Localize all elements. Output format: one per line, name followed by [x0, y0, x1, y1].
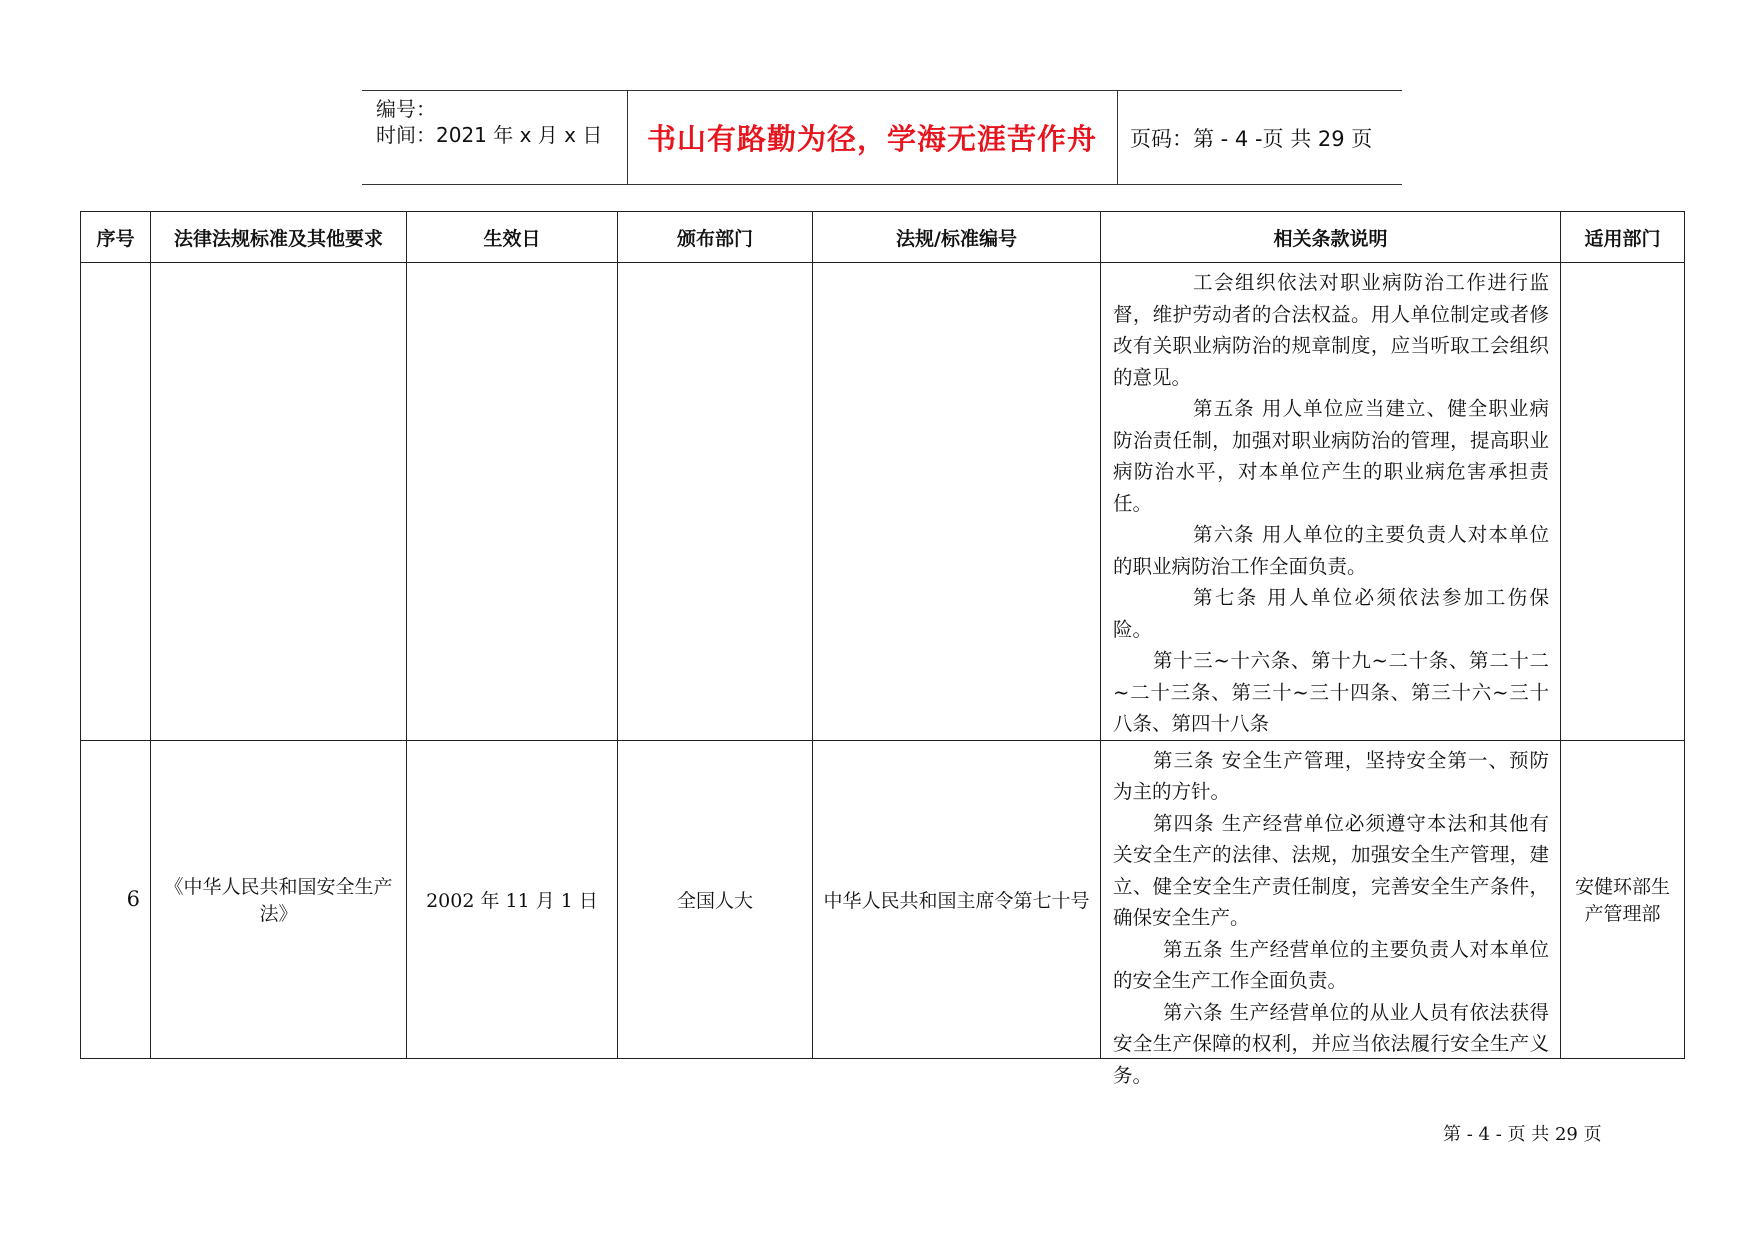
row-clauses — [1101, 740, 1561, 1087]
col-header-dept: 适用部门 — [1561, 212, 1685, 263]
table-header-row — [81, 212, 1685, 263]
number-label: 编号： — [376, 97, 436, 121]
col-header-seq: 序号 — [81, 212, 151, 263]
row-seq — [81, 263, 151, 741]
row-name — [151, 263, 407, 741]
row-code: 中华人民共和国主席令第七十号 — [813, 740, 1101, 1058]
col-header-effective: 生效日 — [407, 212, 618, 263]
clause-paragraph: 第十三~十六条、第十九~二十条、第二十二~二十三条、第三十~三十四条、第三十六~三十八条、第四十八条 — [1113, 649, 1549, 735]
clauses-clip — [1113, 745, 1549, 1087]
row-effective — [407, 263, 618, 741]
header-page-cell — [1118, 91, 1402, 184]
header-motto-cell — [627, 91, 1118, 184]
regulations-table — [80, 211, 1685, 1087]
row-clauses — [1101, 263, 1561, 741]
clause-paragraph: 第六条 生产经营单位的从业人员有依法获得安全生产保障的权利，并应当依法履行安全生产义务。 — [1113, 1000, 1549, 1087]
row-dept: 安健环部生产管理部 — [1561, 740, 1685, 1058]
table-row — [81, 263, 1685, 741]
header-meta — [362, 91, 628, 184]
motto: 书山有路勤为径，学海无涯苦作舟 — [646, 122, 1097, 156]
row-name: 《中华人民共和国安全生产法》 — [151, 740, 407, 1058]
row-effective: 2002 年 11 月 1 日 — [407, 740, 618, 1058]
clause-paragraph: 第六条 用人单位的主要负责人对本单位的职业病防治工作全面负责。 — [1113, 523, 1549, 578]
col-header-clauses: 相关条款说明 — [1101, 212, 1561, 263]
col-header-name: 法律法规标准及其他要求 — [151, 212, 407, 263]
page-code: 页码：第 - 4 -页 共 29 页 — [1130, 126, 1373, 151]
row-issuer — [618, 263, 813, 741]
clause-paragraph: 工会组织依法对职业病防治工作进行监督，维护劳动者的合法权益。用人单位制定或者修改有关职业病防治的规章制度，应当听取工会组织的意见。 — [1113, 271, 1549, 389]
row-issuer: 全国人大 — [618, 740, 813, 1058]
clause-paragraph: 第七条 用人单位必须依法参加工伤保险。 — [1113, 586, 1549, 641]
row-code — [813, 263, 1101, 741]
col-header-issuer: 颁布部门 — [618, 212, 813, 263]
clause-paragraph: 第四条 生产经营单位必须遵守本法和其他有关安全生产的法律、法规，加强安全生产管理，建立、健全安全生产责任制度，完善安全生产条件，确保安全生产。 — [1113, 811, 1549, 929]
clause-paragraph: 第五条 用人单位应当建立、健全职业病防治责任制，加强对职业病防治的管理，提高职业病防治水平，对本单位产生的职业病危害承担责任。 — [1113, 397, 1549, 515]
clause-paragraph: 第三条 安全生产管理，坚持安全第一、预防为主的方针。 — [1113, 748, 1549, 803]
document-header — [362, 90, 1402, 185]
col-header-code: 法规/标准编号 — [813, 212, 1101, 263]
row-dept — [1561, 263, 1685, 741]
table-row — [81, 740, 1685, 1058]
row-seq: 6 — [81, 740, 151, 1058]
clause-paragraph: 第五条 生产经营单位的主要负责人对本单位的安全生产工作全面负责。 — [1113, 937, 1549, 992]
page-footer: 第 - 4 - 页 共 29 页 — [1443, 1124, 1602, 1145]
time-label: 时间：2021 年 x 月 x 日 — [376, 123, 603, 147]
